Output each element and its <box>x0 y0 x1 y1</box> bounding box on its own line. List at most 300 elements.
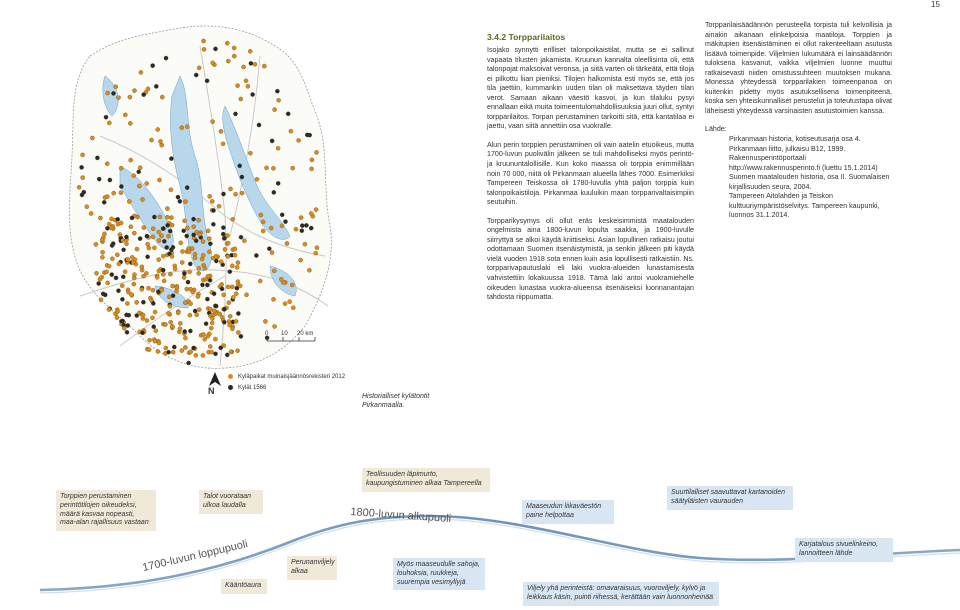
village-site-dot <box>157 341 161 345</box>
village-1566-dot <box>194 239 198 243</box>
village-1566-dot <box>114 276 118 280</box>
village-1566-dot <box>240 175 244 179</box>
article-column-right <box>705 21 892 221</box>
village-site-dot <box>189 350 193 354</box>
village-site-dot <box>233 247 237 251</box>
village-site-dot <box>223 247 227 251</box>
village-1566-dot <box>111 91 115 95</box>
village-site-dot <box>119 191 123 195</box>
village-site-dot <box>170 254 174 258</box>
village-site-dot <box>283 302 287 306</box>
village-1566-dot <box>212 292 216 296</box>
village-site-dot <box>209 326 213 330</box>
village-site-dot <box>208 194 212 198</box>
village-1566-dot <box>213 304 217 308</box>
village-site-dot <box>206 334 210 338</box>
village-site-dot <box>175 289 179 293</box>
village-site-dot <box>160 288 164 292</box>
village-site-dot <box>157 230 161 234</box>
village-1566-dot <box>125 330 129 334</box>
village-site-dot <box>100 275 104 279</box>
village-site-dot <box>255 177 259 181</box>
village-site-dot <box>159 234 163 238</box>
village-site-dot <box>124 242 128 246</box>
village-site-dot <box>140 287 144 291</box>
village-site-dot <box>289 129 293 133</box>
village-1566-dot <box>272 190 276 194</box>
village-site-dot <box>214 254 218 258</box>
village-1566-dot <box>205 283 209 287</box>
village-site-dot <box>156 349 160 353</box>
village-1566-dot <box>162 239 166 243</box>
village-1566-dot <box>95 156 99 160</box>
village-site-dot <box>188 270 192 274</box>
village-site-dot <box>198 232 202 236</box>
village-site-dot <box>147 246 151 250</box>
village-1566-dot <box>188 329 192 333</box>
dark-dot-icon <box>228 385 233 390</box>
village-site-dot <box>217 204 221 208</box>
village-site-dot <box>197 218 201 222</box>
village-site-dot <box>244 79 248 83</box>
village-site-dot <box>154 329 158 333</box>
village-site-dot <box>225 41 229 45</box>
village-site-dot <box>261 229 265 233</box>
village-site-dot <box>307 268 311 272</box>
village-1566-dot <box>221 232 225 236</box>
village-site-dot <box>106 281 110 285</box>
village-site-dot <box>183 219 187 223</box>
timeline-box: Talot vuorataan ulkoa laudalla <box>199 490 263 514</box>
village-site-dot <box>210 199 214 203</box>
village-site-dot <box>117 262 121 266</box>
village-site-dot <box>166 234 170 238</box>
village-1566-dot <box>194 73 198 77</box>
village-site-dot <box>156 127 160 131</box>
village-site-dot <box>226 59 230 63</box>
village-site-dot <box>183 345 187 349</box>
village-1566-dot <box>249 61 253 65</box>
village-site-dot <box>153 310 157 314</box>
village-1566-dot <box>251 92 255 96</box>
village-site-dot <box>220 282 224 286</box>
paragraph: Alun perin torppien perustaminen oli vain aatelin etuoikeus, mutta 1700-luvun puolivälin jälkeen se tuli mahdolliseksi myös perintö- ja kruununtalollisille. Kun koko maassa oli torppia enimmillään noin 70 000, niitä oli Pirkanmaan alueella lähes 7000. Esimerkiksi Tampereen Teiskossa oli 1780-luvulla yhtä paljon torppia kuin talonpoikaistiloja. Pirkanmaa kuuluikin maan torpparivaltaisimpiin seutuihin. <box>487 140 694 207</box>
village-site-dot <box>176 311 180 315</box>
village-site-dot <box>94 242 98 246</box>
village-site-dot <box>81 176 85 180</box>
village-site-dot <box>102 232 106 236</box>
village-site-dot <box>314 150 318 154</box>
village-site-dot <box>157 238 161 242</box>
village-site-dot <box>180 260 184 264</box>
village-1566-dot <box>200 283 204 287</box>
village-1566-dot <box>254 253 258 257</box>
village-site-dot <box>242 239 246 243</box>
village-site-dot <box>137 311 141 315</box>
village-site-dot <box>168 272 172 276</box>
village-site-dot <box>100 238 104 242</box>
village-1566-dot <box>300 229 304 233</box>
village-site-dot <box>299 216 303 220</box>
village-site-dot <box>142 226 146 230</box>
village-1566-dot <box>225 353 229 357</box>
village-1566-dot <box>151 64 155 68</box>
village-site-dot <box>271 297 275 301</box>
village-1566-dot <box>122 248 126 252</box>
village-site-dot <box>201 353 205 357</box>
village-site-dot <box>123 270 127 274</box>
village-site-dot <box>166 311 170 315</box>
village-1566-dot <box>185 234 189 238</box>
village-site-dot <box>230 327 234 331</box>
village-site-dot <box>132 273 136 277</box>
village-site-dot <box>152 246 156 250</box>
village-1566-dot <box>165 245 169 249</box>
village-site-dot <box>151 288 155 292</box>
village-site-dot <box>208 307 212 311</box>
village-site-dot <box>132 231 136 235</box>
village-site-dot <box>169 216 173 220</box>
village-site-dot <box>139 70 143 74</box>
village-1566-dot <box>276 181 280 185</box>
village-site-dot <box>204 277 208 281</box>
village-site-dot <box>137 184 141 188</box>
village-site-dot <box>197 271 201 275</box>
village-site-dot <box>208 344 212 348</box>
village-site-dot <box>121 239 125 243</box>
village-site-dot <box>135 247 139 251</box>
village-1566-dot <box>186 280 190 284</box>
village-site-dot <box>119 221 123 225</box>
village-site-dot <box>107 264 111 268</box>
village-site-dot <box>158 215 162 219</box>
village-1566-dot <box>82 190 86 194</box>
village-1566-dot <box>233 112 237 116</box>
village-site-dot <box>228 323 232 327</box>
village-1566-dot <box>105 226 109 230</box>
paragraph: Torpparilaisäädännön perusteella torpista tuli kelvollisia ja ainakin aikanaan elinkelpoisia maatiloja. Torppien ja mäkitupien itsenäistäminen ei ollut rakenteeltaan asutusta lisäävä toimenpide. Viljelmien lukumäärä ei lainsäädännön tuloksena kasvanut, vaikka viljelmien luonne muuttui ratkaisevasti niiden omistussuhteen muutoksen mukana. Monessa yhteydessä torpparilakien toimeenpanoa on kuitenkin pidetty myös asutuksellisena toimenpiteenä, koska sen yhteiskunnalliset perustelut ja toteutustapa olivat läheisesti yhteydessä varsinaisten asutustoimien kanssa. <box>705 21 892 115</box>
village-site-dot <box>120 284 124 288</box>
village-1566-dot <box>121 275 125 279</box>
village-1566-dot <box>188 262 192 266</box>
village-site-dot <box>196 294 200 298</box>
village-site-dot <box>147 348 151 352</box>
village-site-dot <box>178 327 182 331</box>
village-1566-dot <box>161 226 165 230</box>
village-1566-dot <box>164 56 168 60</box>
village-site-dot <box>109 226 113 230</box>
village-site-dot <box>144 271 148 275</box>
map-canvas <box>60 16 420 416</box>
village-site-dot <box>170 324 174 328</box>
village-site-dot <box>201 253 205 257</box>
village-site-dot <box>230 264 234 268</box>
village-site-dot <box>158 139 162 143</box>
village-site-dot <box>183 301 187 305</box>
village-1566-dot <box>267 247 271 251</box>
village-site-dot <box>270 251 274 255</box>
village-site-dot <box>90 136 94 140</box>
village-1566-dot <box>172 345 176 349</box>
village-1566-dot <box>280 213 284 217</box>
timeline-box: Viljely yhä perinteistä: omavaraisuus, vuoroviljely, kylvö ja leikkaus käsin, puinti riihessä, kerättään vain luonnonheinää <box>523 582 719 606</box>
village-site-dot <box>211 61 215 65</box>
village-site-dot <box>197 266 201 270</box>
village-site-dot <box>315 246 319 250</box>
village-site-dot <box>246 84 250 88</box>
village-site-dot <box>236 330 240 334</box>
village-site-dot <box>132 89 136 93</box>
village-site-dot <box>89 211 93 215</box>
village-1566-dot <box>208 242 212 246</box>
legend-item-village-sites: Kyläpaikat muinaisjäännösrekisteri 2012 <box>228 374 345 380</box>
village-site-dot <box>109 217 113 221</box>
village-site-dot <box>116 96 120 100</box>
village-1566-dot <box>213 352 217 356</box>
village-site-dot <box>234 192 238 196</box>
village-site-dot <box>201 332 205 336</box>
village-site-dot <box>155 275 159 279</box>
timeline-box: Kääntöaura <box>221 579 267 594</box>
village-site-dot <box>193 256 197 260</box>
village-site-dot <box>145 318 149 322</box>
village-1566-dot <box>154 84 158 88</box>
village-site-dot <box>149 138 153 142</box>
timeline-box: Maaseudun liikaväestön paine helpottaa <box>522 500 614 524</box>
village-1566-dot <box>146 255 150 259</box>
village-1566-dot <box>221 226 225 230</box>
village-site-dot <box>178 321 182 325</box>
village-site-dot <box>207 237 211 241</box>
village-1566-dot <box>102 200 106 204</box>
village-site-dot <box>261 220 265 224</box>
village-site-dot <box>119 166 123 170</box>
village-site-dot <box>310 167 314 171</box>
village-site-dot <box>146 286 150 290</box>
village-1566-dot <box>116 289 120 293</box>
village-site-dot <box>122 326 126 330</box>
village-1566-dot <box>142 93 146 97</box>
village-site-dot <box>106 91 110 95</box>
village-1566-dot <box>171 294 175 298</box>
village-1566-dot <box>239 334 243 338</box>
village-site-dot <box>253 62 257 66</box>
village-site-dot <box>244 293 248 297</box>
village-site-dot <box>140 265 144 269</box>
village-site-dot <box>189 302 193 306</box>
village-site-dot <box>285 241 289 245</box>
village-1566-dot <box>119 184 123 188</box>
village-site-dot <box>135 300 139 304</box>
timeline <box>0 458 960 610</box>
village-site-dot <box>146 242 150 246</box>
source-item: Pirkanmaan historia, kotiseutusarja osa 4. Pirkanmaan liitto, julkaisu B12, 1999. <box>729 135 861 153</box>
village-1566-dot <box>221 192 225 196</box>
village-site-dot <box>180 126 184 130</box>
timeline-box: Teollisuuden läpimurto, kaupungistuminen alkaa Tampereella <box>362 468 490 492</box>
village-site-dot <box>219 129 223 133</box>
village-site-dot <box>151 235 155 239</box>
village-site-dot <box>210 321 214 325</box>
village-1566-dot <box>275 89 279 93</box>
village-site-dot <box>105 162 109 166</box>
village-site-dot <box>264 166 268 170</box>
village-site-dot <box>226 241 230 245</box>
village-site-dot <box>132 174 136 178</box>
village-1566-dot <box>211 208 215 212</box>
village-site-dot <box>277 98 281 102</box>
village-site-dot <box>129 225 133 229</box>
village-site-dot <box>163 322 167 326</box>
village-1566-dot <box>220 287 224 291</box>
village-1566-dot <box>97 177 101 181</box>
village-site-dot <box>81 153 85 157</box>
village-site-dot <box>85 205 89 209</box>
village-site-dot <box>234 292 238 296</box>
village-site-dot <box>169 188 173 192</box>
village-site-dot <box>272 269 276 273</box>
village-site-dot <box>151 227 155 231</box>
village-1566-dot <box>305 133 309 137</box>
village-site-dot <box>168 304 172 308</box>
village-1566-dot <box>169 248 173 252</box>
village-site-dot <box>191 290 195 294</box>
village-1566-dot <box>104 115 108 119</box>
village-1566-dot <box>192 346 196 350</box>
village-site-dot <box>167 295 171 299</box>
article-column-middle <box>487 32 694 312</box>
village-site-dot <box>290 283 294 287</box>
village-site-dot <box>161 272 165 276</box>
village-site-dot <box>173 267 177 271</box>
village-1566-dot <box>182 272 186 276</box>
village-site-dot <box>234 319 238 323</box>
village-1566-dot <box>116 217 120 221</box>
village-site-dot <box>227 301 231 305</box>
village-site-dot <box>185 226 189 230</box>
village-site-dot <box>180 249 184 253</box>
village-site-dot <box>314 251 318 255</box>
village-site-dot <box>233 253 237 257</box>
village-site-dot <box>105 270 109 274</box>
village-site-dot <box>310 158 314 162</box>
village-site-dot <box>231 217 235 221</box>
village-site-dot <box>262 64 266 68</box>
village-site-dot <box>202 39 206 43</box>
village-site-dot <box>107 121 111 125</box>
village-site-dot <box>141 313 145 317</box>
village-1566-dot <box>167 350 171 354</box>
village-1566-dot <box>309 226 313 230</box>
village-site-dot <box>226 285 230 289</box>
village-site-dot <box>128 95 132 99</box>
village-site-dot <box>115 253 119 257</box>
village-site-dot <box>218 312 222 316</box>
village-1566-dot <box>236 311 240 315</box>
village-site-dot <box>271 166 275 170</box>
timeline-box: Karjatalous sivuelinkeino, lannoitteen lähde <box>795 538 893 562</box>
sources-list <box>705 125 892 220</box>
source-item: Rakennusperintöportaali http://www.rakennusperinto.fi (luettu 15.1.2014) <box>729 154 878 172</box>
village-site-dot <box>239 97 243 101</box>
village-site-dot <box>112 191 116 195</box>
village-site-dot <box>145 181 149 185</box>
village-1566-dot <box>222 320 226 324</box>
village-site-dot <box>165 215 169 219</box>
village-site-dot <box>107 307 111 311</box>
paragraph: Torpparikysymys oli ollut eräs keskeisimmistä maatalouden ongelmista aina 1800-luvun lopulta saakka, ja 1900-luvulle siirryttyä se alkoi käydä kriittiseksi. Asian lopullinen ratkaisu joutui odottamaan Suomen itsenäistymistä, ja senkin jälkeen piti käydä vielä vuoden 1918 sota ennen kuin asia lopullisesti ratkaistiin. Ns. torpparivapautuslaki eli laki vuokra-alueiden lunastamisesta vahvistettiin lokakuussa 1918. Tämä laki antoi vuokramiehelle oikeuden lunastaa vuokra-alueensa itsenäiseksi luonnanantajan tahdosta riippumatta. <box>487 216 694 302</box>
timeline-box: Perunanviljely alkaa <box>287 556 337 580</box>
village-site-dot <box>157 258 161 262</box>
village-site-dot <box>258 279 262 283</box>
village-1566-dot <box>178 199 182 203</box>
village-site-dot <box>240 191 244 195</box>
village-site-dot <box>314 208 318 212</box>
village-site-dot <box>132 282 136 286</box>
village-1566-dot <box>124 235 128 239</box>
village-site-dot <box>221 142 225 146</box>
village-1566-dot <box>183 329 187 333</box>
village-site-dot <box>235 265 239 269</box>
village-site-dot <box>242 65 246 69</box>
village-site-dot <box>297 138 301 142</box>
village-site-dot <box>195 313 199 317</box>
map-caption: Historialliset kylätontit Pirkanmaalla. <box>362 393 430 409</box>
village-1566-dot <box>130 216 134 220</box>
village-site-dot <box>269 226 273 230</box>
village-site-dot <box>236 261 240 265</box>
village-1566-dot <box>140 331 144 335</box>
village-site-dot <box>130 293 134 297</box>
scalebar-label: 20 km <box>297 331 314 337</box>
village-1566-dot <box>192 233 196 237</box>
village-site-dot <box>128 121 132 125</box>
village-1566-dot <box>152 325 156 329</box>
village-site-dot <box>188 313 192 317</box>
village-site-dot <box>157 178 161 182</box>
village-site-dot <box>187 250 191 254</box>
village-1566-dot <box>103 293 107 297</box>
village-site-dot <box>228 314 232 318</box>
village-1566-dot <box>124 313 128 317</box>
village-1566-dot <box>152 215 156 219</box>
village-1566-dot <box>80 165 84 169</box>
village-site-dot <box>160 95 164 99</box>
village-1566-dot <box>205 297 209 301</box>
village-site-dot <box>100 255 104 259</box>
village-site-dot <box>232 54 236 58</box>
village-site-dot <box>183 200 187 204</box>
village-site-dot <box>118 233 122 237</box>
village-1566-dot <box>185 186 189 190</box>
village-1566-dot <box>151 301 155 305</box>
legend-item-villages-1566: Kylät 1566 <box>228 385 266 391</box>
village-site-dot <box>148 338 152 342</box>
village-site-dot <box>273 324 277 328</box>
orange-dot-icon <box>228 374 233 379</box>
village-site-dot <box>157 269 161 273</box>
village-site-dot <box>210 316 214 320</box>
north-label: N <box>208 386 215 396</box>
village-1566-dot <box>238 164 242 168</box>
village-site-dot <box>179 241 183 245</box>
village-1566-dot <box>208 278 212 282</box>
source-item: Suomen maatalouden historia, osa II. Suomalaisen kirjallisuuden seura, 2004. <box>729 173 890 191</box>
curve-label-1700s: 1700-luvun loppupuoli <box>141 538 249 574</box>
village-1566-dot <box>213 47 217 51</box>
village-1566-dot <box>126 323 130 327</box>
village-site-dot <box>161 254 165 258</box>
